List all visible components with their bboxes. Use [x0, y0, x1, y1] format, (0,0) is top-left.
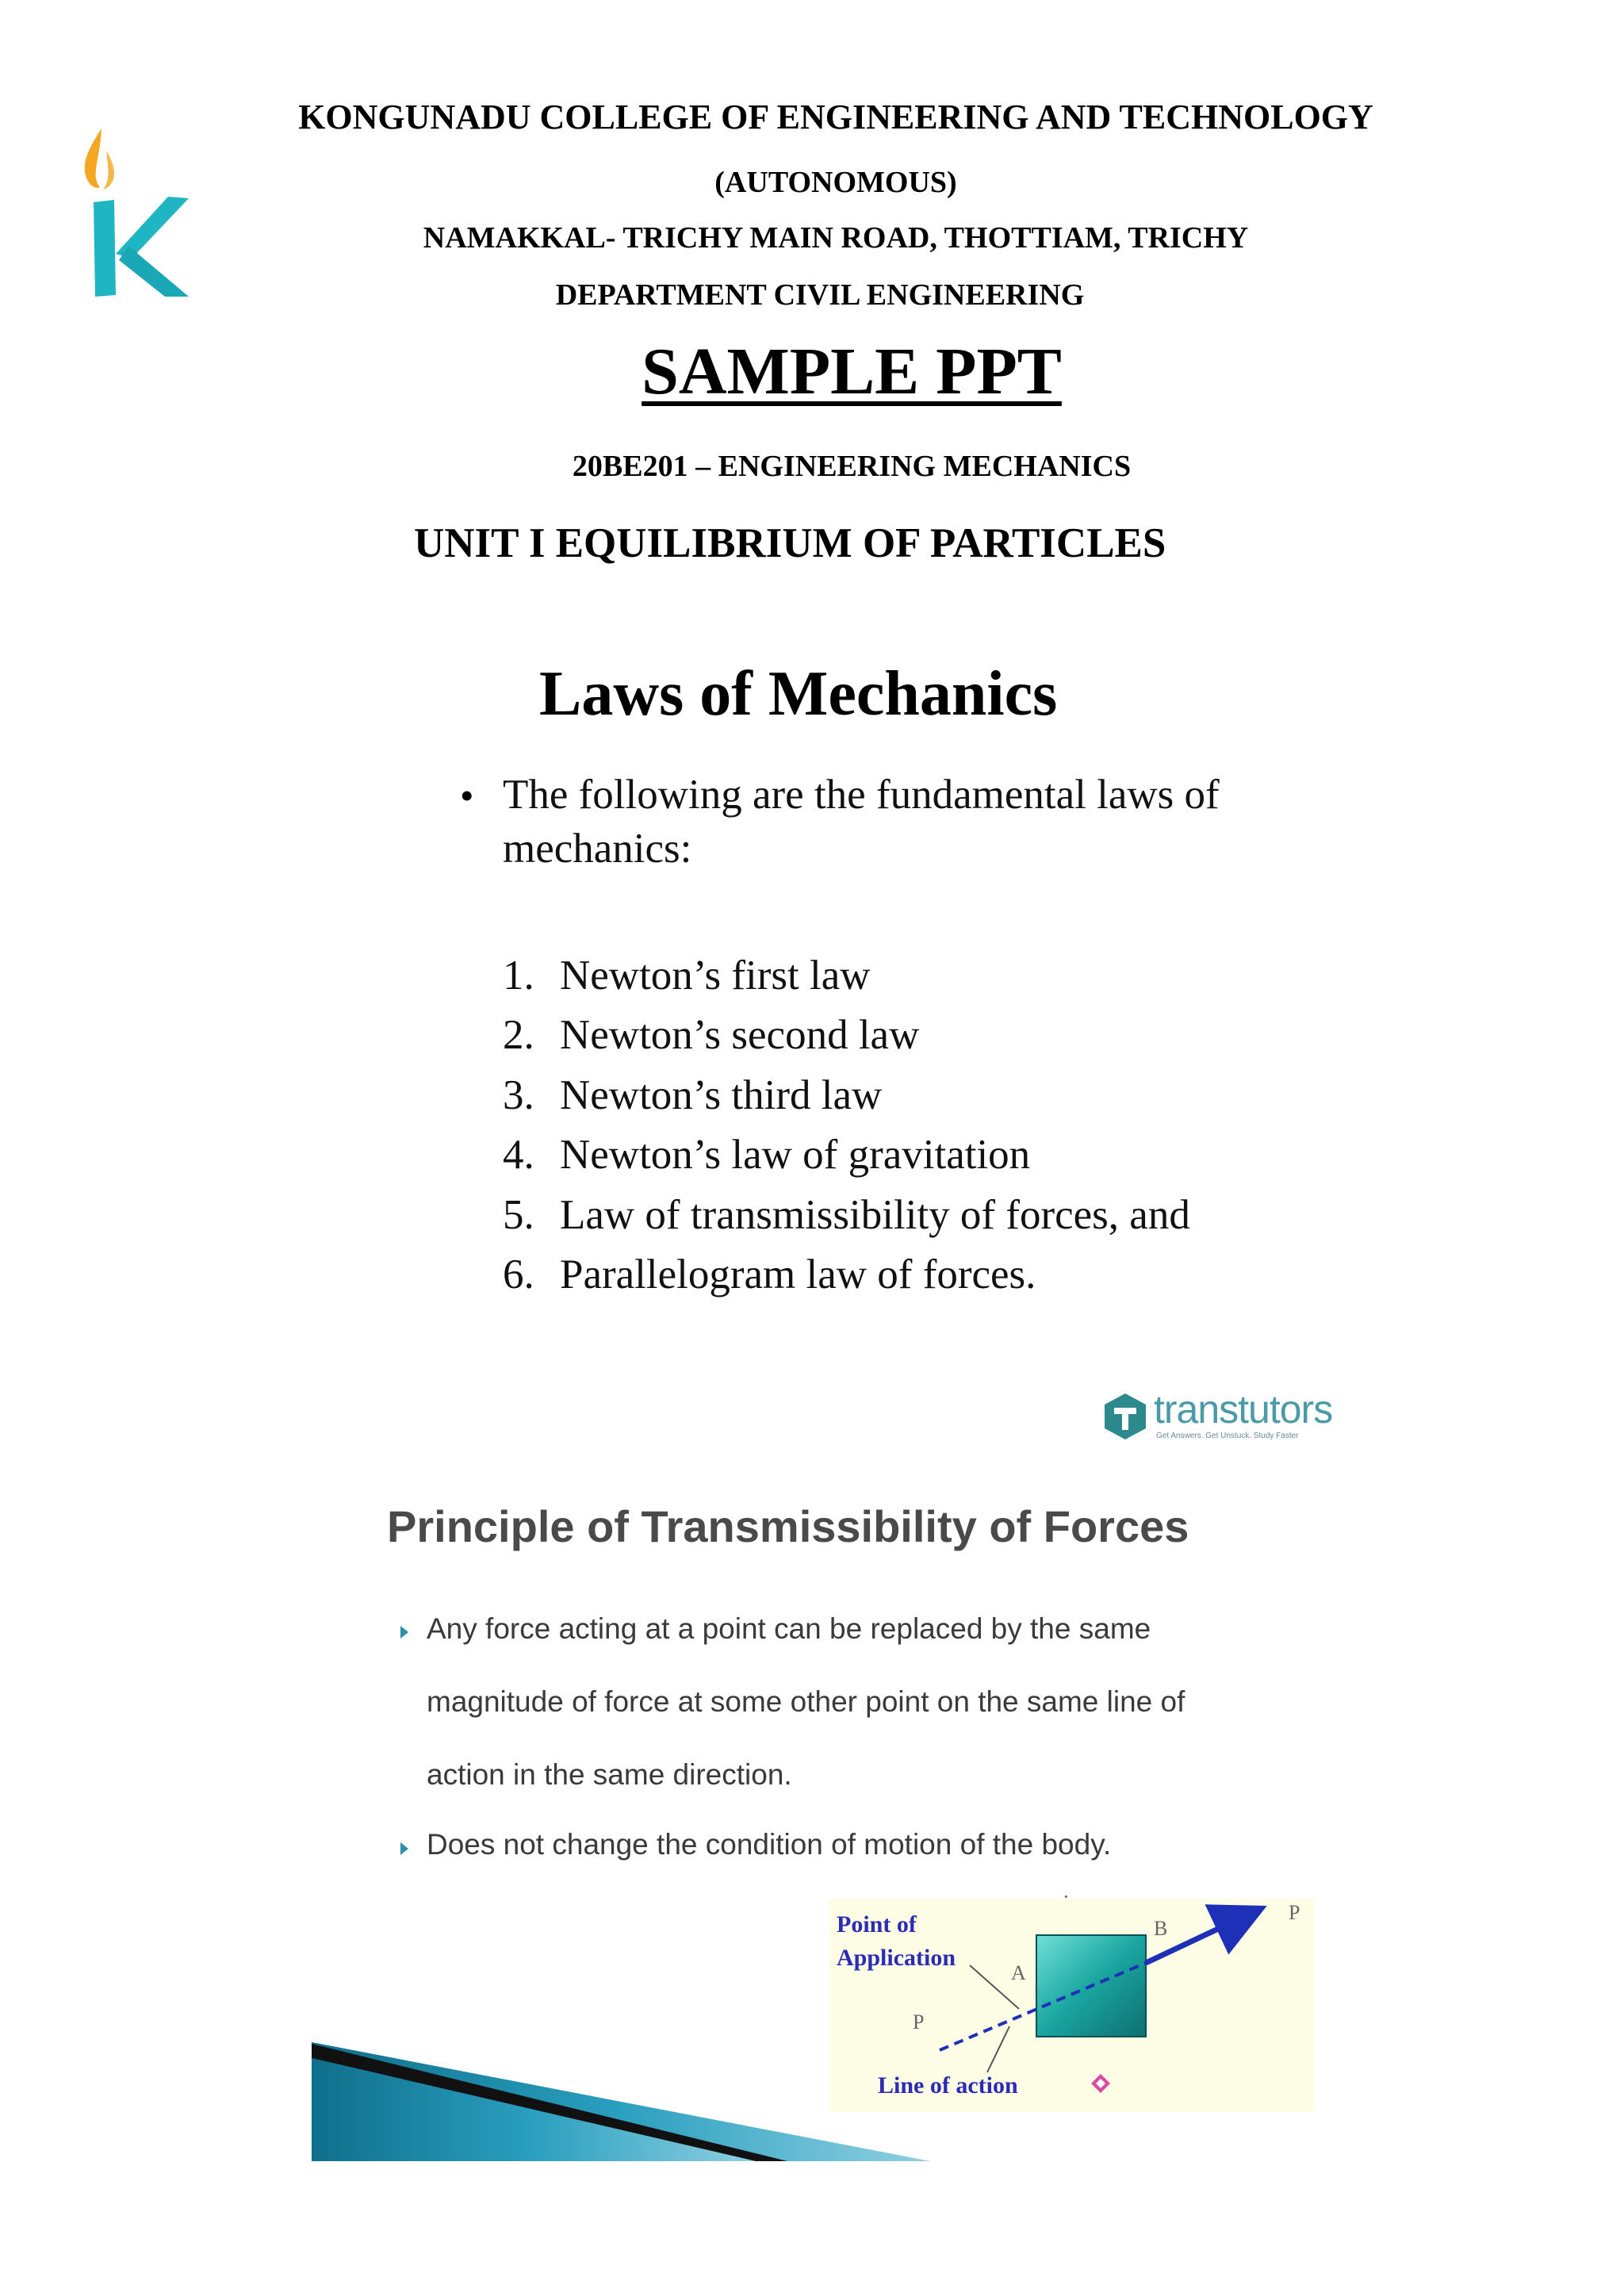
laws-list — [503, 946, 1190, 1305]
label-p-left: P — [913, 2010, 925, 2033]
label-a: A — [1011, 1961, 1026, 1984]
bullet-arrow-icon — [400, 1626, 408, 1639]
list-item: 4. Newton’s law of gravitation — [503, 1132, 1031, 1179]
document-title: SAMPLE PPT — [642, 335, 1062, 408]
college-name: KONGUNADU COLLEGE OF ENGINEERING AND TECHNOLOGY — [298, 98, 1373, 136]
line-of-action-label: Line of action — [878, 2072, 1018, 2099]
transtutors-logo-icon — [1101, 1392, 1150, 1441]
point-of-label: Point of — [837, 1911, 917, 1938]
slide-swoosh-decoration — [312, 2034, 930, 2161]
slide1-title: Laws of Mechanics — [539, 659, 1058, 729]
label-b: B — [1154, 1917, 1168, 1940]
slide2-title: Principle of Transmissibility of Forces — [387, 1501, 1189, 1551]
application-label: Application — [837, 1945, 956, 1971]
slide1-intro: The following are the fundamental laws of mechanics: — [503, 772, 1220, 872]
bullet-arrow-icon — [400, 1842, 408, 1855]
list-item: 3. Newton’s third law — [503, 1071, 883, 1118]
department-name: DEPARTMENT CIVIL ENGINEERING — [555, 278, 1085, 312]
college-status: (AUTONOMOUS) — [714, 166, 957, 199]
list-item: 1. Newton’s first law — [503, 953, 871, 999]
list-item: 6. Parallelogram law of forces. — [503, 1251, 1036, 1298]
course-code-title: 20BE201 – ENGINEERING MECHANICS — [572, 450, 1132, 483]
transtutors-tagline: Get Answers. Get Unstuck. Study Faster — [1156, 1432, 1299, 1440]
unit-title: UNIT I EQUILIBRIUM OF PARTICLES — [414, 520, 1166, 566]
list-item: 5. Law of transmissibility of forces, and — [503, 1191, 1190, 1238]
bullet1-line2: magnitude of force at some other point on the same line of — [427, 1685, 1185, 1718]
small-diamond-logo-icon — [1091, 2074, 1110, 2093]
transtutors-watermark: transtutors — [1154, 1387, 1333, 1432]
list-item: 2. Newton’s second law — [503, 1012, 920, 1059]
bullet2-text: Does not change the condition of motion of the body. — [427, 1828, 1112, 1861]
pointer-line — [987, 2026, 1009, 2072]
bullet1-line3: action in the same direction. — [427, 1758, 792, 1791]
slide1-bullet: • — [460, 773, 474, 818]
bullet1-line1: Any force acting at a point can be replaced by the same — [427, 1612, 1151, 1645]
label-p-right: P — [1289, 1901, 1300, 1924]
college-address: NAMAKKAL- TRICHY MAIN ROAD, THOTTIAM, TRICHY — [423, 221, 1249, 255]
dot-mark: · — [1063, 1885, 1070, 1908]
